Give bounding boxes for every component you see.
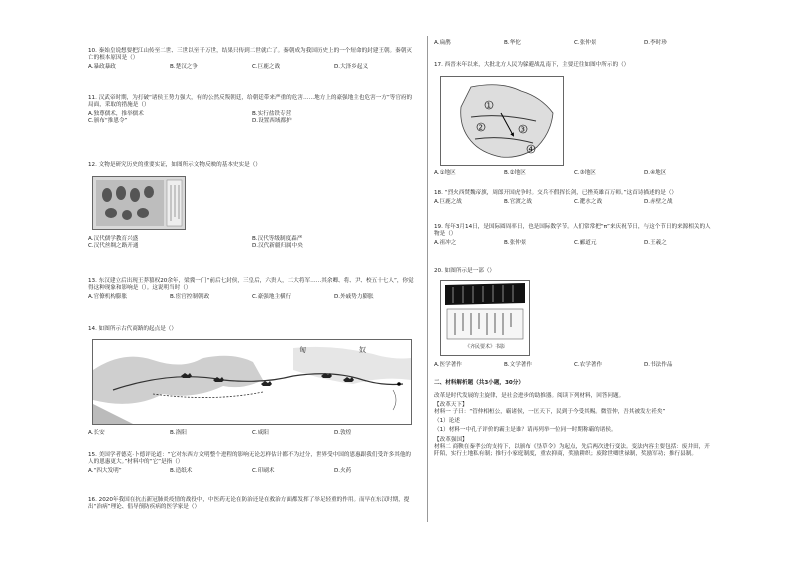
column-divider — [427, 36, 428, 522]
option-d[interactable]: D.李时珍 — [644, 40, 667, 46]
option-c[interactable]: C.郦道元 — [574, 240, 597, 246]
option-c[interactable]: C.巨鹿之战 — [252, 64, 281, 70]
option-b[interactable]: B.华佗 — [504, 40, 521, 46]
subheading-gaige-qiangguo: 【改革强国】 — [434, 437, 468, 443]
option-d[interactable]: D.赤壁之战 — [644, 199, 673, 205]
svg-text:1: 1 — [486, 101, 491, 110]
option-b[interactable]: B.文学著作 — [504, 362, 532, 368]
figure-silk-road-map — [92, 339, 412, 425]
question-11 — [88, 95, 416, 125]
option-b[interactable]: B.②地区 — [504, 170, 526, 176]
question-18 — [434, 190, 714, 206]
svg-text:2: 2 — [478, 123, 483, 132]
section-2 — [434, 380, 714, 458]
option-d[interactable]: D.大泽乡起义 — [334, 64, 369, 70]
option-b[interactable]: B.实行盐铁专营 — [252, 111, 292, 117]
option-b[interactable]: B.宦官控制朝政 — [170, 294, 210, 300]
material-2: 材料二 商鞅在秦孝公的支持下，以颁布《垦草令》为起点，先后两次进行变法。变法内容主要包括：废井田，开阡陌，实行土地私有制；推行小家庭制度，重农抑商，奖励耕织；废除世卿世禄制，奖励军功；推行县制。 — [434, 444, 710, 457]
right-column — [434, 0, 714, 562]
question-20-options — [434, 362, 714, 369]
question-12 — [88, 162, 416, 169]
option-b[interactable]: B.楚汉之争 — [170, 64, 198, 70]
question-19 — [434, 224, 714, 247]
option-c[interactable]: C.张仲景 — [574, 40, 597, 46]
option-a[interactable]: A.扁鹊 — [434, 40, 451, 46]
question-13 — [88, 278, 416, 301]
question-17-stem: 17. 西晋末年以来，大批北方人民为躲避战乱南下，主要迁往如图中所示的（） — [434, 62, 630, 68]
option-d[interactable]: D.设置西域都护 — [252, 118, 292, 124]
option-a[interactable]: A.巨鹿之战 — [434, 199, 462, 205]
question-16-stem: 16. 2020年我国在抗击新冠肺炎疫情的战役中，中医药无论在防治还是在救治方面都发挥了举足轻重的作用。而早在东汉时期，提出“治病”理论、倡导预防疾病的医学家是（） — [88, 497, 410, 510]
subheading-gaige-tianxia: 【改革天下】 — [434, 402, 468, 408]
option-a[interactable]: A.医学著作 — [434, 362, 462, 368]
option-c[interactable]: C.汉代丝绸之路开通 — [88, 243, 139, 249]
subheading-lunshu: （1）论述 — [434, 418, 460, 424]
option-b[interactable]: B.张仲景 — [504, 240, 527, 246]
figure-q20-caption: 《齐民要术》书影 — [464, 344, 505, 350]
left-column — [88, 0, 416, 562]
question-17-options — [434, 170, 714, 177]
option-c[interactable]: C.淝水之战 — [574, 199, 603, 205]
question-15-stem: 15. 美国学者德克·卜德评论道：“它对东西方文明整个进程的影响无论怎样估计都不为过分，世界受中国的恩惠跟我们受许多其他的人的恩惠更大。”材料中的“它”是指（） — [88, 452, 412, 465]
question-18-stem: 18. “烈火西焚魏帝旗，周郎开国虎争时。交兵不假挥长剑，已挫英雄百万师。”这首诗描述的是（） — [434, 190, 678, 196]
svg-text:3: 3 — [520, 125, 525, 134]
option-d[interactable]: D.汉代新疆归属中央 — [252, 243, 303, 249]
section-2-title: 二、材料解析题（共3小题，30分） — [434, 380, 524, 386]
option-c[interactable]: C.颁布“推恩令” — [88, 118, 128, 124]
option-d[interactable]: D.王羲之 — [644, 240, 667, 246]
material-1: 材料一 子曰：“管仲相桓公，霸诸侯，一匡天下，民到于今受其赐。微管仲，吾其被发左衽矣” — [434, 409, 666, 415]
option-a[interactable]: A.官僚机构膨胀 — [88, 294, 128, 300]
question-10-stem: 10. 秦始皇说想要把江山传至二世、三世以至千万世，结果只传到二世就亡了。秦朝成为我国历史上的一个短命的封建王朝。秦朝灭亡的根本原因是（） — [88, 48, 412, 61]
option-a[interactable]: A.①地区 — [434, 170, 456, 176]
option-a[interactable]: A.长安 — [88, 430, 105, 436]
question-11-stem: 11. 汉武帝时期，为打破“诸侯王势力强大，有的公然反叛朝廷，给朝廷带来严重的危害……地方上的豪强地主也危害一方”等官府的局面，采取的措施是（） — [88, 95, 413, 108]
question-19-stem: 19. 每年3月14日，是国际圆周率日，也是国际数学节。人们常常把“π”来庆祝节日，与这个节日的来源相关的人物是（） — [434, 224, 711, 237]
option-d[interactable]: D.外戚势力膨胀 — [334, 294, 374, 300]
option-b[interactable]: B.洛阳 — [170, 430, 187, 436]
option-b[interactable]: B.造纸术 — [170, 468, 193, 474]
option-a[interactable]: A.暴政暴政 — [88, 64, 116, 70]
question-10 — [88, 48, 416, 71]
svg-text:4: 4 — [528, 145, 533, 154]
option-b[interactable]: B.官渡之战 — [504, 199, 532, 205]
figure-q20-book — [440, 280, 530, 356]
option-c[interactable]: C.③地区 — [574, 170, 596, 176]
question-14-stem: 14. 如图所示古代商路的起点是（） — [88, 326, 177, 332]
option-c[interactable]: C.咸阳 — [252, 430, 269, 436]
question-20-stem: 20. 如图所示是一部（） — [434, 268, 496, 274]
question-12-options — [88, 236, 416, 250]
figure-q12-relief — [92, 176, 186, 230]
option-d[interactable]: D.火药 — [334, 468, 352, 474]
question-17 — [434, 62, 714, 69]
option-a[interactable]: A.汉代儒学教育兴盛 — [88, 236, 139, 242]
question-15 — [88, 452, 416, 475]
question-12-stem: 12. 文物是研究历史的重要实证，如图所示文物反映的基本史实是（） — [88, 162, 261, 168]
option-a[interactable]: A.独尊儒术，推举儒术 — [88, 111, 144, 117]
option-d[interactable]: D.敦煌 — [334, 430, 352, 436]
section-2-intro: 改革是时代发展的主旋律，是社会进步的助推器。阅读下列材料，回答问题。 — [434, 393, 625, 399]
question-20 — [434, 268, 714, 275]
question-13-stem: 13. 东汉建立后出现王莽篡权20余年，梁冀一门“前后七封侯，三皇后，六贵人，二大将军……其余卿、将、尹、校五十七人”，你觉得这种现象和影响是（）。这说明当时（） — [88, 278, 414, 291]
figure-q17-map — [440, 76, 564, 166]
sub-question-1: （1）材料一中孔子评价的霸主是谁？请再列举一位同一时期称霸的诸侯。 — [434, 427, 617, 433]
option-d[interactable]: D.④地区 — [644, 170, 667, 176]
map-label-nu: 奴 — [359, 346, 366, 354]
question-14-options — [88, 430, 416, 437]
option-c[interactable]: C.农学著作 — [574, 362, 603, 368]
question-14 — [88, 326, 416, 333]
question-16 — [88, 497, 416, 511]
question-16-options — [434, 40, 714, 47]
option-c[interactable]: C.印刷术 — [252, 468, 275, 474]
option-a[interactable]: A.祖冲之 — [434, 240, 457, 246]
option-b[interactable]: B.汉代等级制度森严 — [252, 236, 303, 242]
option-a[interactable]: A.“四大发明” — [88, 468, 122, 474]
option-c[interactable]: C.豪强地主横行 — [252, 294, 292, 300]
map-label-xiong: 匈 — [299, 346, 306, 354]
option-d[interactable]: D.书法作品 — [644, 362, 673, 368]
